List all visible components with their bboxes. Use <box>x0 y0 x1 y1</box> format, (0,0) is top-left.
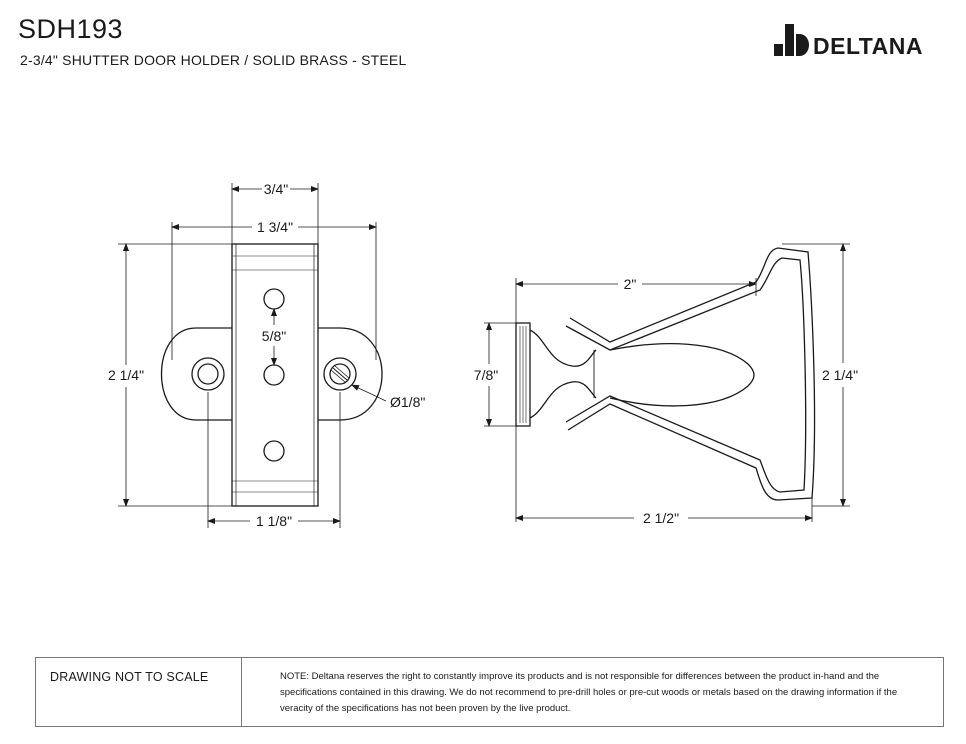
neck <box>530 330 596 418</box>
dim-length: 2 1/2" <box>642 510 680 526</box>
left-screw-hole <box>192 358 224 390</box>
title-block-left <box>36 658 242 726</box>
scale-note: DRAWING NOT TO SCALE <box>50 670 209 684</box>
holder-body <box>232 244 318 506</box>
brand-name: DELTANA <box>813 33 923 59</box>
dim-front-height: 2 1/4" <box>107 367 145 383</box>
title-block <box>35 657 944 727</box>
disclaimer-note: NOTE: Deltana reserves the right to constantly improve its products and is not responsible for differences between the product in-hand and the specifications contained in this drawing. We do not recommend to pre-drill holes or pre-cut woods or metals based on the drawing information if the veracity of the specifications has not been proven by the live product. <box>280 671 898 714</box>
side-view-dimensions <box>474 276 858 526</box>
dim-side-height: 2 1/4" <box>821 367 859 383</box>
top-hole <box>264 289 284 309</box>
dim-base-height: 7/8" <box>473 367 499 383</box>
model-number: SDH193 <box>18 14 124 44</box>
product-description: 2-3/4" SHUTTER DOOR HOLDER / SOLID BRASS - STEEL <box>20 52 407 68</box>
center-hole <box>264 365 284 385</box>
upper-spring-arm <box>568 248 815 500</box>
rubber-bumper <box>610 344 754 406</box>
side-view <box>516 248 815 500</box>
dim-hole-spacing: 5/8" <box>261 328 287 344</box>
dim-screw-spacing: 1 1/8" <box>255 513 293 529</box>
front-view <box>162 244 383 506</box>
dim-depth: 2" <box>623 276 637 292</box>
dim-hole-diameter: Ø1/8" <box>390 394 426 410</box>
front-view-dimensions <box>108 181 425 529</box>
bottom-hole <box>264 441 284 461</box>
dim-body-width: 3/4" <box>263 181 289 197</box>
dim-flange-width: 1 3/4" <box>256 219 294 235</box>
